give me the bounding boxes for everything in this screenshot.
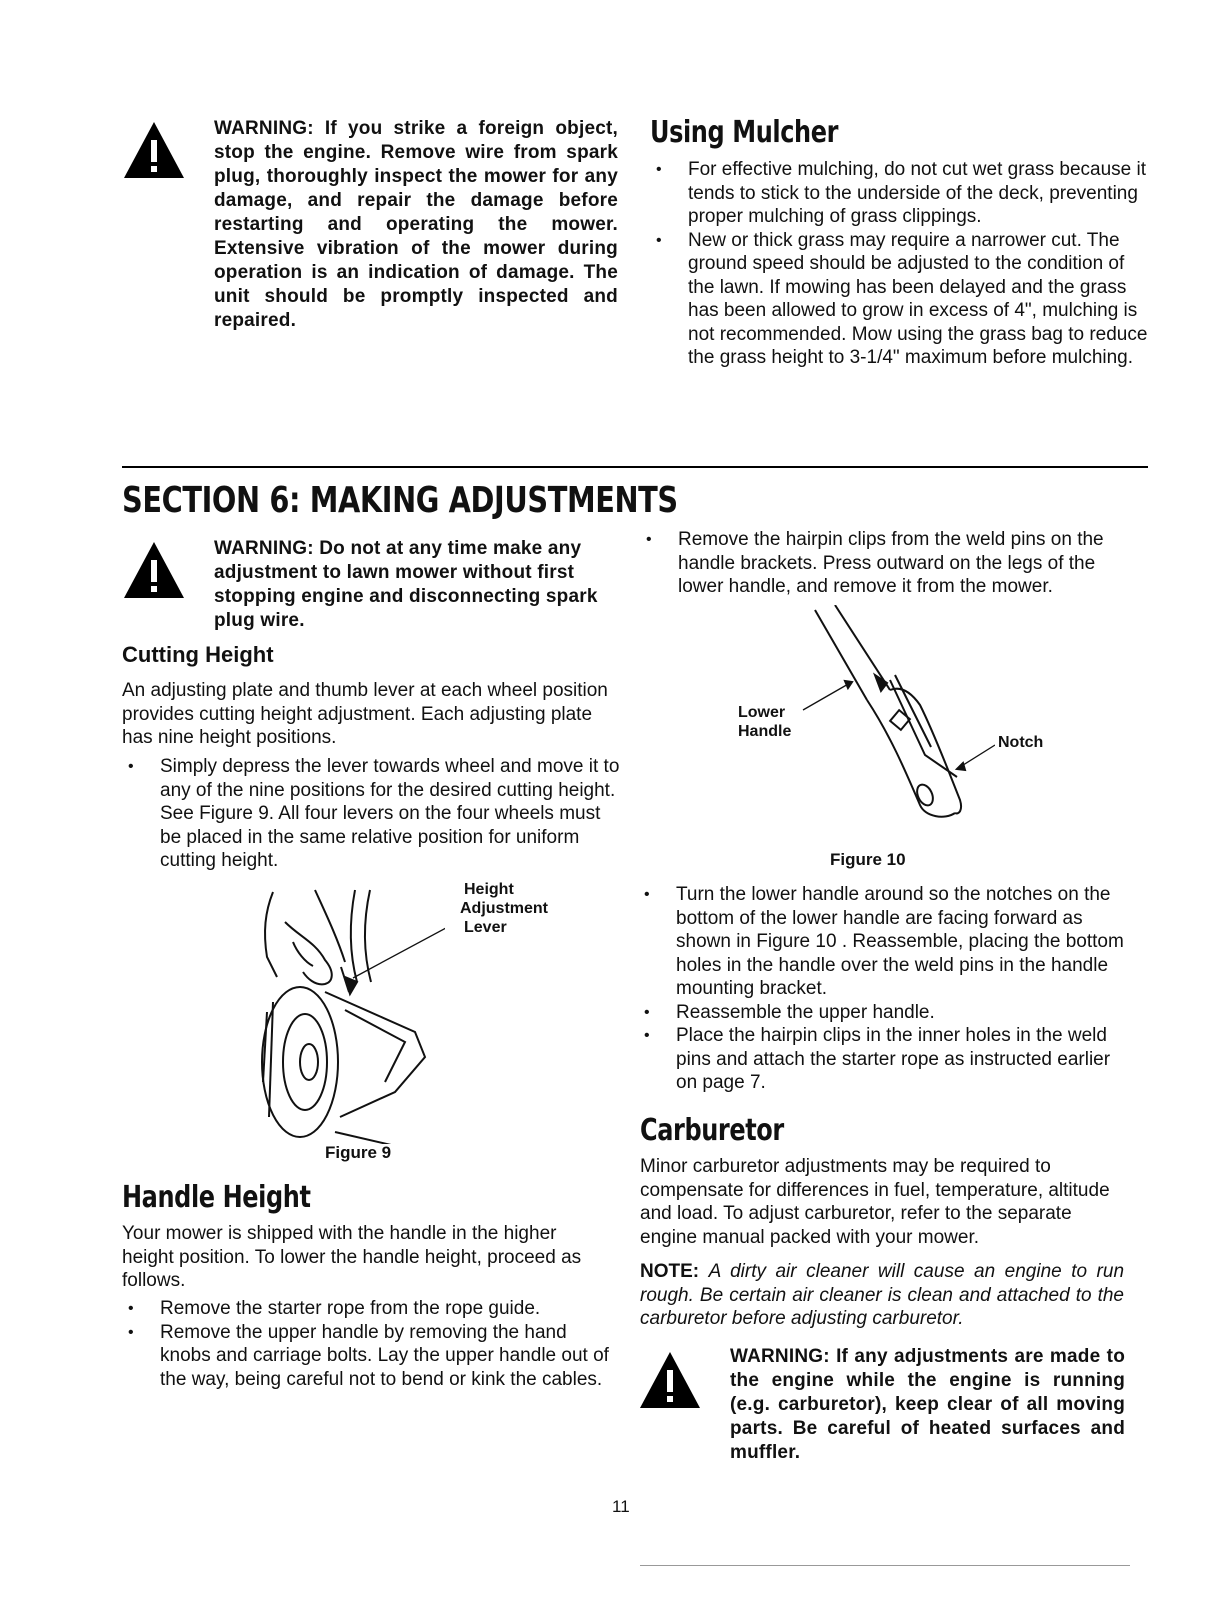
warning-engine-running: WARNING: If any adjustments are made to the engine while the engine is running (e.g. carburetor), keep clear of all moving parts. Be careful of heated surfaces and muffler. xyxy=(730,1346,1125,1463)
carburetor-text: Minor carburetor adjustments may be required to compensate for differences in fuel, temperature, altitude and load. To adjust carburetor, refer to the separate engine manual packed with your mower. xyxy=(640,1156,1110,1248)
handle-height-intro: Your mower is shipped with the handle in the higher height position. To lower the handle height, proceed as follows. xyxy=(122,1223,582,1291)
figure-9-label-line: Lever xyxy=(464,919,507,936)
figure-10-lower-handle-label xyxy=(738,703,791,741)
warning-triangle-icon xyxy=(638,1350,702,1410)
list-item: • Remove the starter rope from the rope guide. xyxy=(122,1297,612,1321)
page-number: 11 xyxy=(612,1497,630,1516)
figure-10-illustration xyxy=(795,605,995,835)
list-item: • Turn the lower handle around so the notches on the bottom of the lower handle are facing forward as shown in Figure 10 . Reassemble, placing the bottom holes in the handle over the weld pins in the handle mounting bracket. xyxy=(638,883,1128,1001)
mulcher-heading: Using Mulcher xyxy=(650,115,839,150)
list-item: • Simply depress the lever towards wheel and move it to any of the nine positions for the desired cutting height. See Figure 9. All four levers on the four wheels must be placed in the same relative position for uniform cutting height. xyxy=(122,755,622,873)
figure-9-label-line: Adjustment xyxy=(460,900,548,917)
figure-9-illustration xyxy=(245,882,445,1144)
carburetor-heading: Carburetor xyxy=(640,1113,784,1148)
figure-9-caption: Figure 9 xyxy=(325,1143,392,1162)
note-label: NOTE: xyxy=(640,1261,700,1282)
handle-height-bullet-list xyxy=(122,1297,612,1391)
cutting-height-intro: An adjusting plate and thumb lever at each wheel position provides cutting height adjustment. Each adjusting plate has nine height positions. xyxy=(122,680,608,748)
list-item: • Place the hairpin clips in the inner holes in the weld pins and attach the starter rope as instructed earlier on page 7. xyxy=(638,1024,1128,1095)
cutting-height-bullet-list xyxy=(122,755,622,873)
figure-9-label xyxy=(460,880,548,937)
list-item: • Remove the upper handle by removing the hand knobs and carriage bolts. Lay the upper handle out of the way, being careful not to bend or kink the cables. xyxy=(122,1321,612,1392)
list-item: • Reassemble the upper handle. xyxy=(638,1001,1128,1025)
figure-10-caption: Figure 10 xyxy=(830,850,906,869)
warning-adjustment: WARNING: Do not at any time make any adjustment to lawn mower without first stopping engine and disconnecting spark plug wire. xyxy=(214,538,598,631)
section-rule xyxy=(122,466,1148,468)
scan-artifact-line xyxy=(640,1565,1130,1566)
figure-10-label-line: Handle xyxy=(738,723,792,740)
warning-triangle-icon xyxy=(122,120,186,180)
reassembly-bullet-list xyxy=(638,883,1128,1095)
handle-removal-bullet-list xyxy=(640,528,1130,599)
list-item: • New or thick grass may require a narrower cut. The ground speed should be adjusted to the condition of the lawn. If mowing has been delayed and the grass has been allowed to grow in excess of 4", mulching is not recommended. Mow using the grass bag to reduce the grass height to 3-1/4" maximum before mulching. xyxy=(650,229,1150,370)
warning-triangle-icon xyxy=(122,540,186,600)
warning-foreign-object: WARNING: If you strike a foreign object, stop the engine. Remove wire from spark plug, thoroughly inspect the mower for any damage, and repair the damage before restarting and operating the mower. Extensive vibration of the mower during operation is an indication of damage. The unit should be promptly inspected and repaired. xyxy=(214,118,618,331)
mulcher-bullet-list xyxy=(650,158,1150,370)
list-item: • Remove the hairpin clips from the weld pins on the handle brackets. Press outward on the legs of the lower handle, and remove it from the mower. xyxy=(640,528,1130,599)
figure-9-label-line: Height xyxy=(464,881,514,898)
handle-height-heading: Handle Height xyxy=(122,1180,311,1215)
figure-10-label-line: Lower xyxy=(738,704,786,721)
section-title: SECTION 6: MAKING ADJUSTMENTS xyxy=(122,480,678,521)
list-item: • For effective mulching, do not cut wet grass because it tends to stick to the underside of the deck, preventing proper mulching of grass clippings. xyxy=(650,158,1150,229)
figure-10-notch-label: Notch xyxy=(998,734,1044,751)
note-text: A dirty air cleaner will cause an engine to run rough. Be certain air cleaner is clean and attached to the carburetor before adjusting carburetor. xyxy=(640,1261,1125,1329)
cutting-height-heading: Cutting Height xyxy=(122,642,274,667)
carburetor-note xyxy=(640,1260,1124,1331)
